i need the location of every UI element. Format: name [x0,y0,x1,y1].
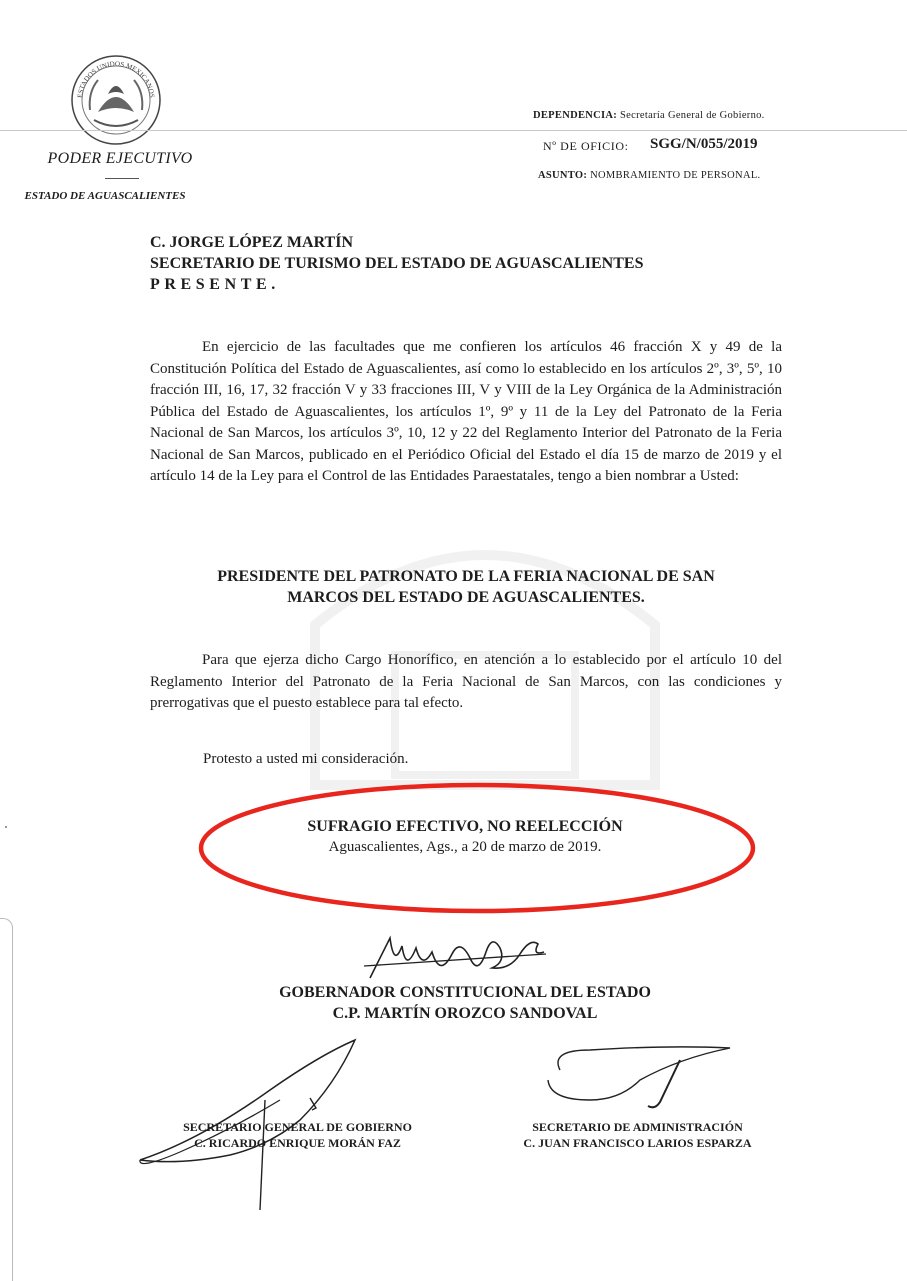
seal-text: ESTADOS UNIDOS MEXICANOS [76,59,156,99]
right-signature [530,1040,750,1120]
appointment-line-1: PRESIDENTE DEL PATRONATO DE LA FERIA NACIONAL DE SAN [217,568,715,585]
governor-signature [360,918,550,988]
body-paragraph-1 [150,337,782,488]
governor-name: C.P. MARTÍN OROZCO SANDOVAL [332,1005,598,1022]
asunto-line [538,170,760,181]
header-rule [0,130,907,131]
coat-of-arms-seal [68,52,164,148]
paragraph-1-text: En ejercicio de las facultades que me confieren los artículos 46 fracción X y 49 de la Constitución Política del Estado de Aguascalientes, así como lo establecido en los artículos 2º, 3º, 5º, 10 fracción III, 16, 17, 32 fracción V y 33 fracciones III, V y VIII de la Ley Orgánica de la Administración Pública del Estado de Aguascalientes, los artículos 1º, 9º y 11 de la Ley del Patronato de la Feria Nacional de San Marcos, los artículos 3º, 10, 12 y 22 del Reglamento Interior del Patronato de la Feria Nacional de San Marcos, publicado en el Periódico Oficial del Estado el día 15 de marzo de 2019 y el artículo 14 de la Ley para el Control de las Entidades Paraestatales, tengo a bien nombrar a Usted: [150,339,782,484]
addressee-position: SECRETARIO DE TURISMO DEL ESTADO DE AGUASCALIENTES [150,255,644,272]
appointment-title [150,566,782,608]
presente-line: PRESENTE. [150,276,280,293]
motto: SUFRAGIO EFECTIVO, NO REELECCIÓN [307,818,623,835]
right-signatory-name: C. JUAN FRANCISCO LARIOS ESPARZA [523,1136,752,1150]
office-heading: PODER EJECUTIVO [47,150,193,167]
page-edge-artifact [0,918,13,1281]
closing-block [200,816,730,858]
oficio-label: Nº DE OFICIO: [543,139,629,153]
governor-title: GOBERNADOR CONSTITUCIONAL DEL ESTADO [279,984,651,1001]
protesto-line: Protesto a usted mi consideración. [203,751,409,767]
governor-block [200,982,730,1024]
paragraph-2-text: Para que ejerza dicho Cargo Honorífico, en atención a lo establecido por el artículo 10 del Reglamento Interior del Patronato de la Feria Nacional de San Marcos, con las condiciones y prerrogativas que el puesto establece para tal efecto. [150,652,782,711]
oficio-number: SGG/N/055/2019 [650,136,758,152]
asunto-label: ASUNTO: [538,170,588,181]
left-signatory-block [145,1119,450,1151]
addressee-block [150,232,643,295]
scan-speck [5,826,7,828]
addressee-name: C. JORGE LÓPEZ MARTÍN [150,234,354,251]
body-paragraph-2 [150,650,782,715]
dependencia-label: DEPENDENCIA: [533,110,618,121]
asunto-value: NOMBRAMIENTO DE PERSONAL. [590,170,761,181]
right-signatory-block [495,1119,780,1151]
dependencia-value: Secretaría General de Gobierno. [620,110,765,121]
appointment-line-2: MARCOS DEL ESTADO DE AGUASCALIENTES. [287,589,645,606]
place-date: Aguascalientes, Ags., a 20 de marzo de 2019. [328,839,602,855]
right-signatory-title: SECRETARIO DE ADMINISTRACIÓN [532,1120,743,1134]
left-signatory-title: SECRETARIO GENERAL DE GOBIERNO [183,1120,412,1134]
left-signatory-name: C. RICARDO ENRIQUE MORÁN FAZ [194,1136,401,1150]
state-heading: ESTADO DE AGUASCALIENTES [24,190,186,202]
dependencia-line [533,110,765,121]
office-divider [105,178,139,179]
